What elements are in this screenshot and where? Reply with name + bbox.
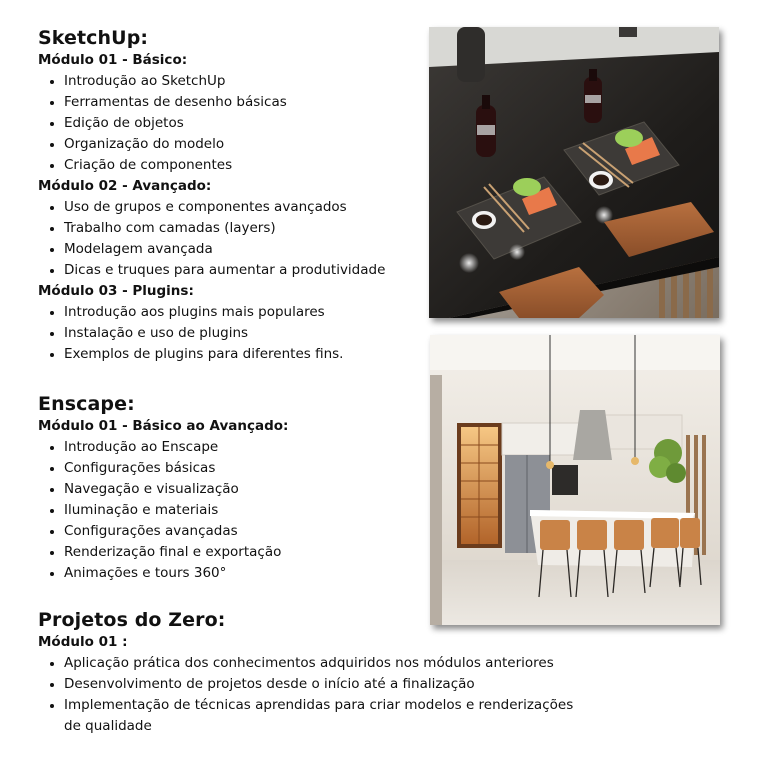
sketchup-module-1 <box>38 50 385 176</box>
list-item: • Configurações avançadas <box>64 521 288 542</box>
module-list <box>38 197 385 281</box>
list-item: • Uso de grupos e componentes avançados <box>64 197 385 218</box>
list-item: • Trabalho com camadas (layers) <box>64 218 385 239</box>
list-item: • Dicas e truques para aumentar a produtividade <box>64 260 385 281</box>
module-title: Módulo 02 - Avançado: <box>38 178 212 194</box>
list-item: • Introdução ao SketchUp <box>64 71 385 92</box>
list-item: • Organização do modelo <box>64 134 385 155</box>
list-item: • Iluminação e materiais <box>64 500 288 521</box>
module-title: Módulo 01 - Básico: <box>38 52 188 68</box>
module-list <box>38 71 385 176</box>
module-title: Módulo 01 : <box>38 634 128 650</box>
sketchup-section <box>38 26 385 365</box>
sketchup-title: SketchUp: <box>38 27 149 49</box>
module-list <box>38 302 385 365</box>
list-item: • Desenvolvimento de projetos desde o início até a finalização <box>64 674 584 695</box>
list-item: • Renderização final e exportação <box>64 542 288 563</box>
enscape-module-1 <box>38 416 288 584</box>
list-item: • Configurações básicas <box>64 458 288 479</box>
kitchen-island-render-image <box>430 335 720 625</box>
list-item: • Exemplos de plugins para diferentes fins. <box>64 344 385 365</box>
list-item: • Modelagem avançada <box>64 239 385 260</box>
list-item: • Edição de objetos <box>64 113 385 134</box>
list-item: • Aplicação prática dos conhecimentos adquiridos nos módulos anteriores <box>64 653 584 674</box>
kitchen-counter-render-image <box>429 27 719 318</box>
projetos-title: Projetos do Zero: <box>38 609 226 631</box>
list-item: • Implementação de técnicas aprendidas para criar modelos e renderizações de qualidade <box>64 695 584 737</box>
list-item: • Instalação e uso de plugins <box>64 323 385 344</box>
sketchup-module-2 <box>38 176 385 281</box>
list-item: • Introdução ao Enscape <box>64 437 288 458</box>
list-item: • Navegação e visualização <box>64 479 288 500</box>
list-item: • Criação de componentes <box>64 155 385 176</box>
enscape-section <box>38 392 288 584</box>
list-item: • Ferramentas de desenho básicas <box>64 92 385 113</box>
module-title: Módulo 03 - Plugins: <box>38 283 194 299</box>
list-item: • Introdução aos plugins mais populares <box>64 302 385 323</box>
module-list <box>38 437 288 584</box>
enscape-title: Enscape: <box>38 393 135 415</box>
module-list <box>38 653 584 737</box>
projetos-section <box>38 608 584 737</box>
projetos-module-1 <box>38 632 584 737</box>
module-title: Módulo 01 - Básico ao Avançado: <box>38 418 289 434</box>
sketchup-module-3 <box>38 281 385 365</box>
list-item: • Animações e tours 360° <box>64 563 288 584</box>
